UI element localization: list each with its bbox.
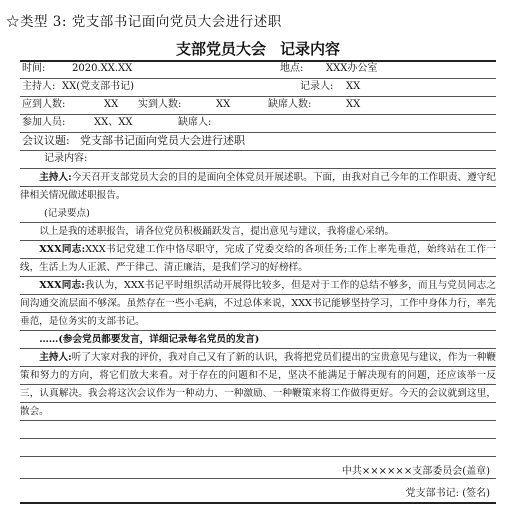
time-label: 时间: xyxy=(22,63,46,74)
speaker-host: 主持人: xyxy=(39,172,72,183)
page-heading: ☆类型 3: 党支部书记面向党员大会进行述职 xyxy=(6,14,282,30)
member-comment-2: XXX同志:我认为，XXX书记平时组织活动开展得比较多，但是对于工作的总结不够多，而且与党员同志之间沟通交流层面不够深。虽然存在一些小毛病，不过总体来说，XXX书记能够坚持学习，工作中身体力行，率先垂范，是位务实的支部书记。 xyxy=(20,280,496,327)
attendees-value: XX、XX xyxy=(94,117,133,128)
row-divider xyxy=(20,96,496,97)
ruled-line xyxy=(20,420,496,421)
absent-count-value: XX xyxy=(346,99,361,110)
host-label: 主持人: xyxy=(22,81,56,92)
actual-label: 实到人数: xyxy=(138,99,182,110)
ruled-line xyxy=(20,384,496,385)
recorder-value: XX xyxy=(346,81,361,92)
secretary-signature-line: 党支部书记: (签名) xyxy=(405,488,490,499)
notes-label: 记录内容: xyxy=(44,153,88,164)
ruled-line xyxy=(20,330,496,331)
report-closing-paragraph: 以上是我的述职报告，请各位党员积极踊跃发言，提出意见与建议，我将虚心采纳。 xyxy=(39,226,395,237)
ruled-line xyxy=(20,186,496,187)
speaker-host-closing: 主持人: xyxy=(39,352,72,363)
host-opening-paragraph: 主持人:今天召开支部党员大会的目的是面向全体党员开展述职。下面，由我对自己今年的工作职责、遵守纪律相关情况做述职报告。 xyxy=(20,172,497,201)
absent-count-label: 缺席人数: xyxy=(268,99,312,110)
ruled-line xyxy=(20,348,496,349)
ruled-line xyxy=(20,438,496,439)
time-value: 2020.XX.XX xyxy=(72,63,133,74)
ruled-line xyxy=(20,312,496,313)
expected-label: 应到人数: xyxy=(22,99,66,110)
speaker-member-1: XXX同志: xyxy=(39,244,86,255)
ruled-line xyxy=(20,478,496,479)
meeting-record-form xyxy=(20,38,496,508)
expected-value: XX xyxy=(104,99,119,110)
form-bottom-border xyxy=(20,502,496,504)
more-comments-note: ……(参会党员都要发言，详细记录每名党员的发言) xyxy=(39,334,260,345)
ruled-line xyxy=(20,402,496,403)
committee-seal-line: 中共××××××支部委员会(盖章) xyxy=(341,466,490,477)
summary-note: (记录要点) xyxy=(44,208,90,219)
absentees-label: 缺席人: xyxy=(178,117,212,128)
ruled-line xyxy=(20,222,496,223)
form-title-main: 支部党员大会 xyxy=(175,40,266,58)
host-closing-paragraph: 主持人:听了大家对我的评价，我对自己又有了新的认识，我将把党员们提出的宝贵意见与建议，作为一种鞭策和努力的方向，将它们放大来看。对于存在的问题和不足，坚决不能满足于解决现有的问题，还应该举一反三，认真解决。我会将这次会议作为一种动力、一种激励、一种鞭策来将工作做得更好。今天的会议就到这里，散会。 xyxy=(20,352,497,417)
attendees-label: 参加人员: xyxy=(22,117,66,128)
form-title-sub: 记录内容 xyxy=(280,40,341,58)
recorder-label: 记录人: xyxy=(300,81,334,92)
host-value: XX(党支部书记) xyxy=(62,81,135,92)
actual-value: XX xyxy=(216,99,231,110)
place-value: XXX办公室 xyxy=(326,63,378,74)
ruled-line xyxy=(20,294,496,295)
ruled-line xyxy=(20,240,496,241)
ruled-line xyxy=(20,276,496,277)
topic-label: 会议议题: xyxy=(22,134,70,147)
row-divider xyxy=(20,114,496,115)
ruled-line xyxy=(20,456,496,457)
topic-value: 党支部书记面向党员大会进行述职 xyxy=(80,134,245,147)
member-comment-1: XXX同志:XXX书记党建工作中恪尽职守，完成了党委交给的各项任务;工作上率先垂范，始终站在工作一线，生活上为人正派、严于律己、清正廉洁，是我们学习的好榜样。 xyxy=(20,244,496,273)
form-title xyxy=(20,38,496,59)
ruled-line xyxy=(20,366,496,367)
row-divider xyxy=(20,150,496,151)
speaker-member-2: XXX同志: xyxy=(39,280,85,291)
ruled-line xyxy=(20,258,496,259)
place-label: 地点: xyxy=(280,63,304,74)
